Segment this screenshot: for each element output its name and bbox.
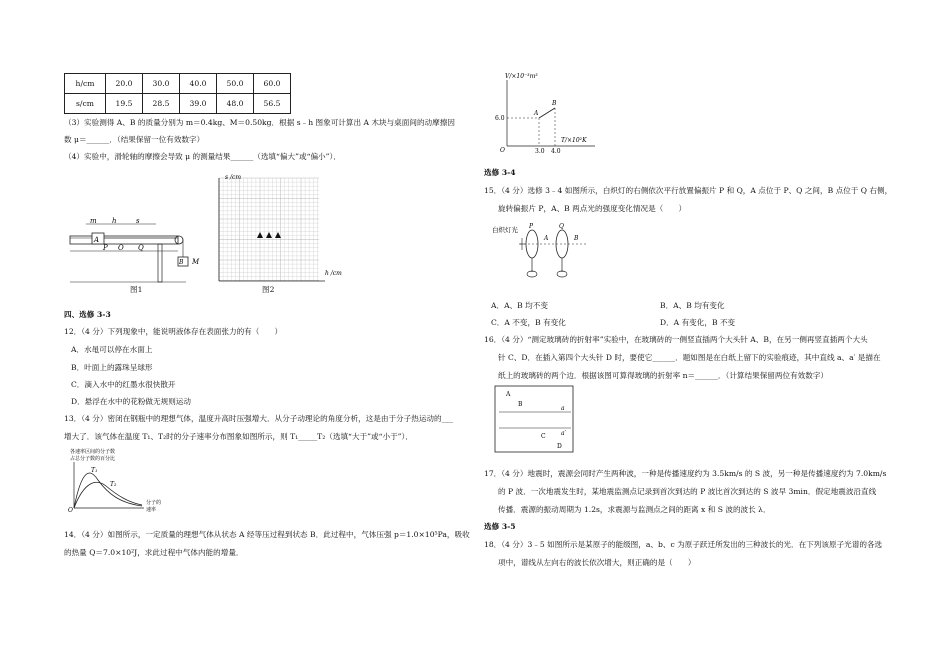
graph-xlabel-1: 分子的	[146, 500, 162, 506]
data-point-marker	[257, 232, 263, 238]
vt-y-tick: 6.0	[495, 115, 505, 122]
axis-label-s: s /cm	[225, 174, 242, 181]
table-header: s/cm	[65, 94, 106, 114]
label-p: P	[103, 244, 108, 252]
q3-text-line1: （3）实验测得 A、B 的质量分别为 m＝0.4kg、M＝0.50kg．根据 s﹣h 图象可计算出 A 木块与桌面间的动摩擦因	[64, 118, 455, 127]
vt-point-a: A	[534, 110, 539, 117]
q13-text-line2: 增大了．该气体在温度 T₁、T₂时的分子速率分布图象如图所示，则 T₁_____T₂（选填“大于”或“小于”）．	[64, 432, 413, 441]
label-b: B	[179, 259, 184, 266]
section-3-3-heading: 四、选修 3-3	[64, 310, 111, 319]
section-3-5-heading: 选修 3-5	[484, 522, 516, 531]
section-3-4-heading: 选修 3-4	[484, 168, 516, 177]
vt-ylabel: V/×10⁻³m³	[505, 73, 538, 80]
q17-text-line2: 的 P 波．一次地震发生时，某地震监测点记录到首次到达的 P 波比首次到达的 S 波早 3min．假定地震波沿直线	[498, 487, 877, 496]
h-s-data-table	[64, 73, 291, 114]
q3-text-line2: 数 μ＝______．（结果保留一位有效数字）	[64, 135, 205, 144]
q17-text-line1: 17．（4 分）地震时，震源会同时产生两种波，一种是传播速度约为 3.5km/s 的 S 波，另一种是传播速度约为 7.0km/s	[484, 469, 887, 478]
curve-t1	[74, 473, 142, 508]
q12-text: 12．（4 分）下列现象中，能说明液体存在表面张力的有（ ）	[64, 327, 283, 336]
table-cell: 20.0	[106, 74, 143, 94]
q18-text-line1: 18．（4 分）3﹣5 如图所示是某原子的能级图，a、b、c 为原子跃迁所发出的三种波长的光．在下列该原子光谱的各选	[484, 540, 883, 549]
vt-point-b: B	[552, 100, 557, 107]
table-cell: 40.0	[180, 74, 217, 94]
pin-d: D	[557, 443, 562, 450]
q12-option-b: B．叶面上的露珠呈球形	[71, 363, 153, 372]
q16-text-line2: 针 C、D．在插入第四个大头针 D 时，要使它______．题如图是在白纸上留下的实验痕迹，其中直线 a、a′ 是描在	[498, 353, 881, 362]
fig-label-q: Q	[559, 223, 564, 230]
q16-text-line1: 16．（4 分）“测定玻璃砖的折射率”实验中，在玻璃砖的一侧竖直插两个大头针 A、B，在另一侧再竖直插两个大头	[484, 335, 868, 344]
q15-option-b: B．A、B 均有变化	[660, 301, 725, 310]
label-o: O	[118, 244, 124, 252]
q12-option-d: D．悬浮在水中的花粉做无规则运动	[71, 397, 191, 406]
table-cell: 30.0	[143, 74, 180, 94]
q15-option-c: C．A 不变，B 有变化	[491, 318, 566, 327]
figure1-caption: 图1	[130, 285, 143, 294]
q17-text-line3: 传播．震源的振动周期为 1.2s，求震源与监测点之间的距离 x 和 S 波的波长 λ．	[498, 505, 771, 514]
label-h: h	[112, 217, 117, 225]
pin-b: B	[518, 401, 523, 408]
vt-x-tick-1: 3.0	[535, 148, 545, 155]
table-cell: 48.0	[217, 94, 254, 114]
table-cell: 60.0	[254, 74, 291, 94]
graph-ylabel-1: 各速率区间的分子数	[70, 449, 116, 455]
q12-option-a: A．水黾可以停在水面上	[71, 345, 153, 354]
table-cell: 50.0	[217, 74, 254, 94]
data-point-marker	[275, 232, 281, 238]
process-line-a-b	[539, 108, 555, 118]
fig-label-b: B	[574, 235, 579, 242]
table-cell: 28.5	[143, 94, 180, 114]
table-cell: 56.5	[254, 94, 291, 114]
v-t-graph	[495, 72, 605, 154]
q12-option-c: C．滴入水中的红墨水很快散开	[71, 380, 176, 389]
label-m: m	[90, 217, 97, 225]
q15-option-a: A．A、B 均不变	[491, 301, 548, 310]
q13-speed-distribution-graph	[64, 448, 174, 514]
label-edge-a: a	[561, 405, 565, 412]
graph-label-t1: T₁	[91, 467, 98, 474]
vt-x-tick-2: 4.0	[551, 148, 561, 155]
q18-text-line2: 项中，谱线从左向右的波长依次增大，则正确的是（ ）	[498, 558, 696, 567]
graph-ylabel-2: 占总分子数的百分比	[70, 456, 116, 462]
figure2-caption: 图2	[262, 285, 275, 294]
q16-text-line3: 纸上的玻璃砖的两个边．根据该图可算得玻璃的折射率 n＝______．（计算结果保留两位有效数字）	[498, 371, 829, 380]
pin-c: C	[541, 433, 546, 440]
q16-refraction-figure	[495, 386, 575, 454]
vt-origin: O	[500, 147, 505, 154]
q15-polarizer-figure	[492, 220, 592, 284]
fig-label-a: A	[544, 235, 549, 242]
figure2-s-h-grid	[215, 174, 345, 284]
q14-text-line1: 14．（4 分）如图所示，一定质量的理想气体从状态 A 经等压过程到状态 B．此过程中，气体压强 p＝1.0×10⁵Pa，吸收	[64, 530, 470, 539]
vt-xlabel: T/×10²K	[561, 137, 587, 144]
q14-text-line2: 的热量 Q＝7.0×10²J，求此过程中气体内能的增量．	[64, 548, 244, 557]
q15-text-line1: 15．（4 分）选修 3﹣4 如图所示，白炽灯的右侧依次平行放置偏振片 P 和 Q，A 点位于 P、Q 之间，B 点位于 Q 右侧，	[484, 186, 893, 195]
label-s: s	[136, 217, 140, 225]
lamp-label: 白炽灯光	[492, 226, 518, 234]
label-big-m: M	[192, 258, 200, 266]
q15-text-line2: 旋转偏振片 P，A、B 两点光的强度变化情况是（ ）	[498, 204, 687, 213]
pin-a: A	[506, 391, 511, 398]
table-row	[65, 94, 291, 114]
graph-origin: O	[68, 507, 73, 514]
data-point-marker	[266, 232, 272, 238]
q4-text: （4）实验中，滑轮轴的摩擦会导致 μ 的测量结果______（选填“偏大”或“偏小”）．	[64, 152, 341, 161]
table-row	[65, 74, 291, 94]
fig-label-p: P	[529, 223, 534, 230]
table-cell: 19.5	[106, 94, 143, 114]
graph-xlabel-2: 速率	[146, 507, 157, 513]
label-a: A	[94, 236, 100, 244]
label-edge-a-prime: a′	[561, 430, 566, 437]
label-q: Q	[138, 244, 144, 252]
table-header: h/cm	[65, 74, 106, 94]
axis-label-h: h /cm	[325, 270, 342, 277]
q15-option-d: D．A 有变化，B 不变	[660, 318, 736, 327]
figure1-apparatus	[68, 214, 203, 294]
pulley-icon	[175, 236, 183, 244]
graph-label-t2: T₂	[110, 481, 117, 488]
q13-text-line1: 13．（4 分）密闭在钢瓶中的理想气体，温度升高时压强增大．从分子动理论的角度分析，这是由于分子热运动的___	[64, 414, 453, 423]
table-cell: 39.0	[180, 94, 217, 114]
